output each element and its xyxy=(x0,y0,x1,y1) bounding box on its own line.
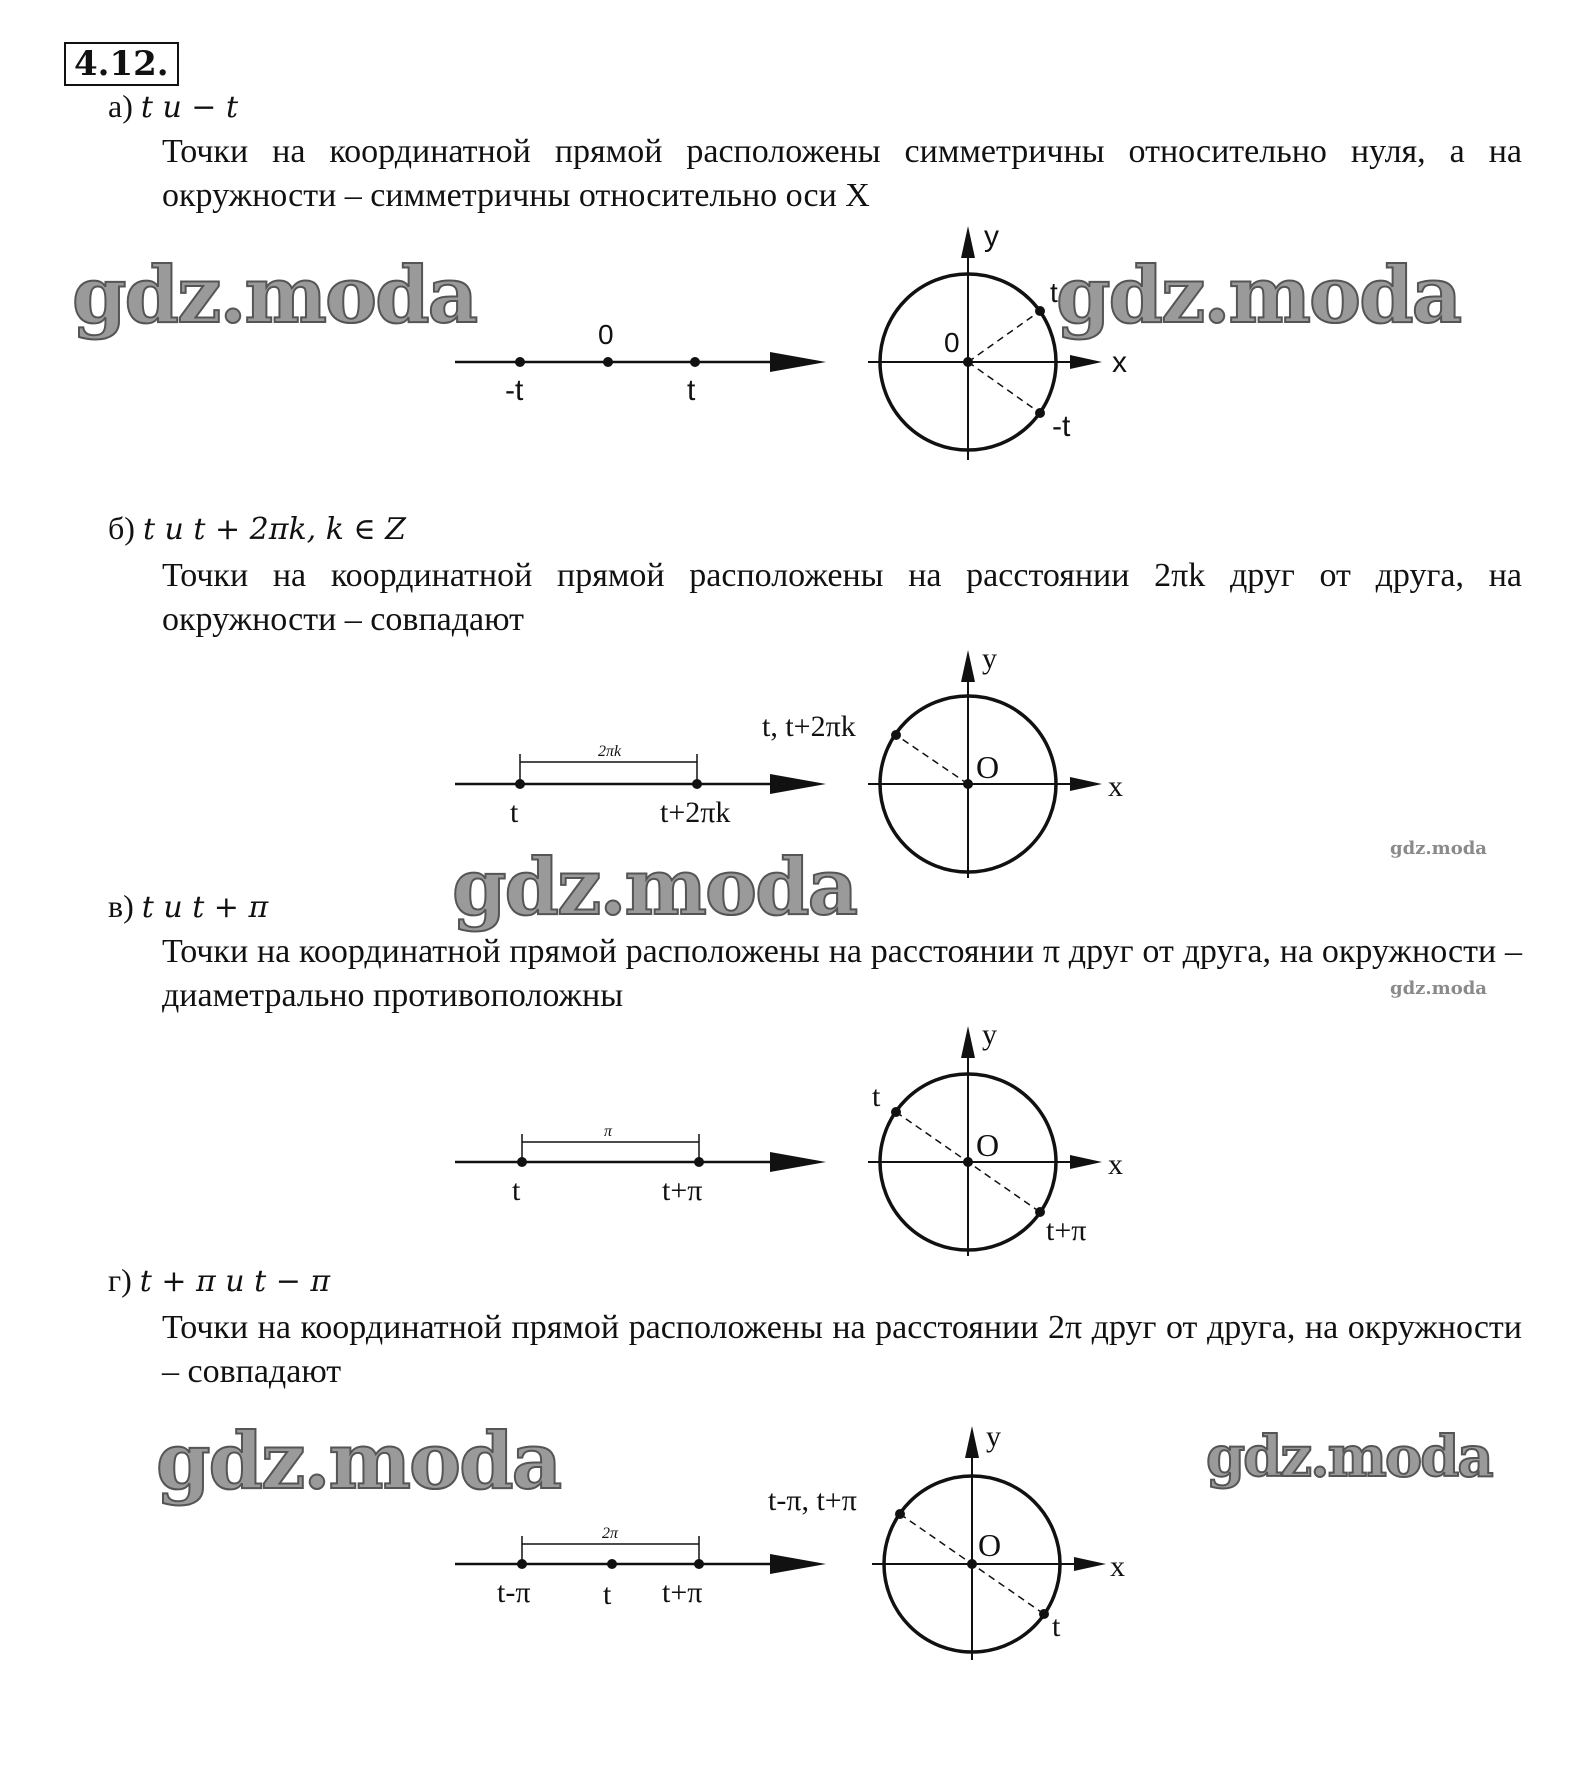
watermark-small: gdz.moda xyxy=(1390,838,1487,859)
section-a-text: Точки на координатной прямой расположены симметричны относительно нуля, а на окружности – симметричны относительно оси X xyxy=(162,133,1522,214)
circle-point-label: t xyxy=(1052,1610,1061,1643)
section-d-label: г) xyxy=(108,1262,132,1298)
span-label: π xyxy=(604,1123,613,1140)
span-label: 2π xyxy=(602,1525,619,1542)
watermark: gdz.moda xyxy=(1056,250,1461,341)
line-label: t xyxy=(510,796,519,829)
y-axis-label: y xyxy=(986,1420,1001,1453)
watermark: gdz.moda xyxy=(452,842,857,933)
circle-point-label: t, t+2πk xyxy=(762,710,856,743)
circle-point xyxy=(895,1509,905,1519)
watermark: gdz.moda xyxy=(72,250,477,341)
section-d-text: Точки на координатной прямой расположены на расстоянии 2π друг от друга, на окружности – совпадают xyxy=(162,1309,1522,1390)
watermark: gdz.moda xyxy=(1206,1424,1492,1490)
section-b-label: б) xyxy=(108,510,135,546)
line-label: t xyxy=(687,374,696,407)
section-c-text: Точки на координатной прямой расположены на расстоянии π друг от друга, на окружности – диаметрально противоположны xyxy=(162,933,1522,1014)
line-label: 0 xyxy=(598,319,614,350)
origin-label: 0 xyxy=(944,327,960,358)
span-label: 2πk xyxy=(598,743,622,760)
circle-point-label: t xyxy=(872,1080,881,1113)
line-label: t xyxy=(603,1578,612,1611)
watermark: gdz.moda xyxy=(156,1416,561,1507)
line-label: -t xyxy=(505,374,524,407)
circle-point-label: t+π xyxy=(1046,1214,1087,1247)
line-label: t+2πk xyxy=(660,796,731,829)
x-axis-label: x xyxy=(1108,770,1123,803)
circle-point-label: t-π, t+π xyxy=(768,1484,857,1517)
problem-number: 4.12. xyxy=(64,42,179,86)
section-a-label: а) xyxy=(108,88,133,124)
section-b-formula: t и t + 2πk, k ∈ Z xyxy=(142,512,407,547)
x-axis-label: x xyxy=(1108,1148,1123,1181)
y-axis-label: y xyxy=(982,1018,997,1051)
x-axis-label: x xyxy=(1110,1550,1125,1583)
arrow-icon xyxy=(770,1554,826,1574)
origin-label: O xyxy=(976,749,1000,785)
section-d-formula: t + π и t − π xyxy=(139,1264,331,1299)
origin-label: O xyxy=(976,1127,1000,1163)
y-axis-label: y xyxy=(982,642,997,675)
section-b-text: Точки на координатной прямой расположены на расстоянии 2πk друг от друга, на окружности – совпадают xyxy=(162,557,1522,638)
x-axis-label: x xyxy=(1112,346,1127,379)
section-c-label: в) xyxy=(108,888,134,924)
watermark-small: gdz.moda xyxy=(1390,978,1487,999)
line-label: t+π xyxy=(662,1174,703,1207)
origin-label: O xyxy=(978,1527,1002,1563)
arrow-icon xyxy=(1074,1557,1106,1571)
circle-point-label: t xyxy=(1050,277,1058,308)
section-c-formula: t и t + π xyxy=(141,890,269,925)
line-label: t+π xyxy=(662,1576,703,1609)
y-axis-label: y xyxy=(984,220,999,253)
line-point xyxy=(607,1559,617,1569)
circle-point xyxy=(1039,1609,1049,1619)
circle-point-label: -t xyxy=(1052,410,1071,443)
arrow-icon xyxy=(965,1426,979,1458)
origin-point xyxy=(967,1559,977,1569)
section-a-formula: t и − t xyxy=(140,90,239,125)
line-label: t xyxy=(512,1174,521,1207)
line-label: t-π xyxy=(497,1576,531,1609)
